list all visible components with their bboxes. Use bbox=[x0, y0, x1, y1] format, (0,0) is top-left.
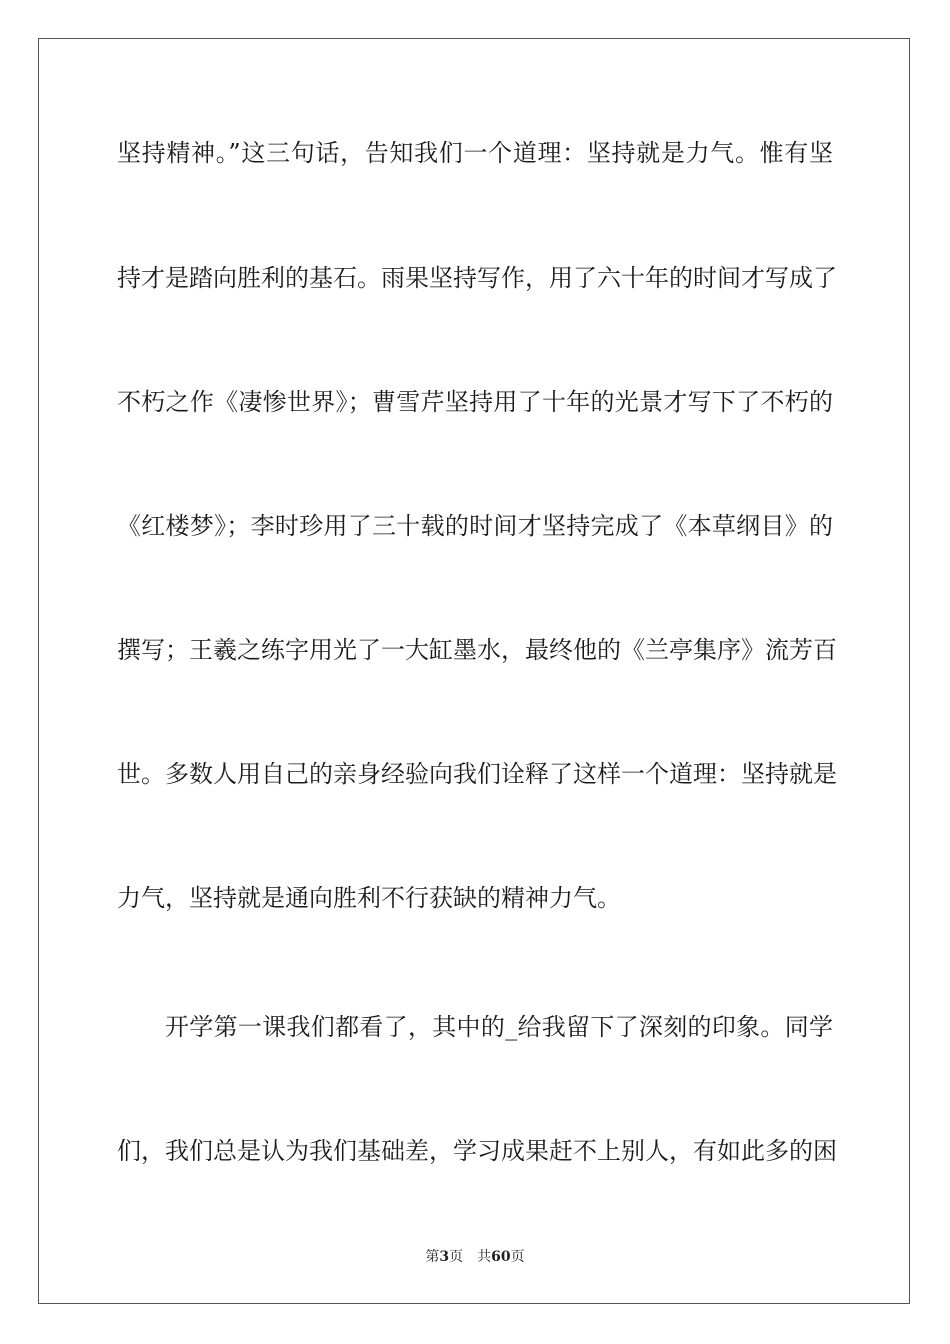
body-text-line-6: 世。多数人用自己的亲身经验向我们诠释了这样一个道理：坚持就是 bbox=[117, 760, 837, 788]
paragraph-2-line-1: 开学第一课我们都看了，其中的_给我留下了深刻的印象。同学 bbox=[165, 1013, 833, 1041]
body-text-line-7: 力气，坚持就是通向胜利不行获缺的精神力气。 bbox=[117, 884, 621, 912]
body-text-line-5: 撰写；王羲之练字用光了一大缸墨水，最终他的《兰亭集序》流芳百 bbox=[117, 636, 837, 664]
page-prefix: 第 bbox=[425, 1249, 440, 1265]
total-suffix: 页 bbox=[510, 1249, 525, 1265]
body-text-line-4: 《红楼梦》；李时珍用了三十载的时间才坚持完成了《本草纲目》的 bbox=[117, 512, 833, 540]
body-text-line-2: 持才是踏向胜利的基石。雨果坚持写作，用了六十年的时间才写成了 bbox=[117, 264, 837, 292]
total-prefix: 共 bbox=[477, 1249, 492, 1265]
current-page-number: 3 bbox=[439, 1249, 450, 1265]
page-suffix: 页 bbox=[449, 1249, 464, 1265]
page-border bbox=[38, 38, 910, 1304]
body-text-line-3: 不朽之作《凄惨世界》；曹雪芹坚持用了十年的光景才写下了不朽的 bbox=[117, 388, 833, 416]
paragraph-2-line-2: 们，我们总是认为我们基础差，学习成果赶不上别人，有如此多的困 bbox=[117, 1137, 837, 1165]
total-page-count: 60 bbox=[491, 1249, 511, 1265]
body-text-line-1: 坚持精神。”这三句话，告知我们一个道理：坚持就是力气。惟有坚 bbox=[117, 139, 833, 167]
page-footer bbox=[0, 1248, 950, 1266]
